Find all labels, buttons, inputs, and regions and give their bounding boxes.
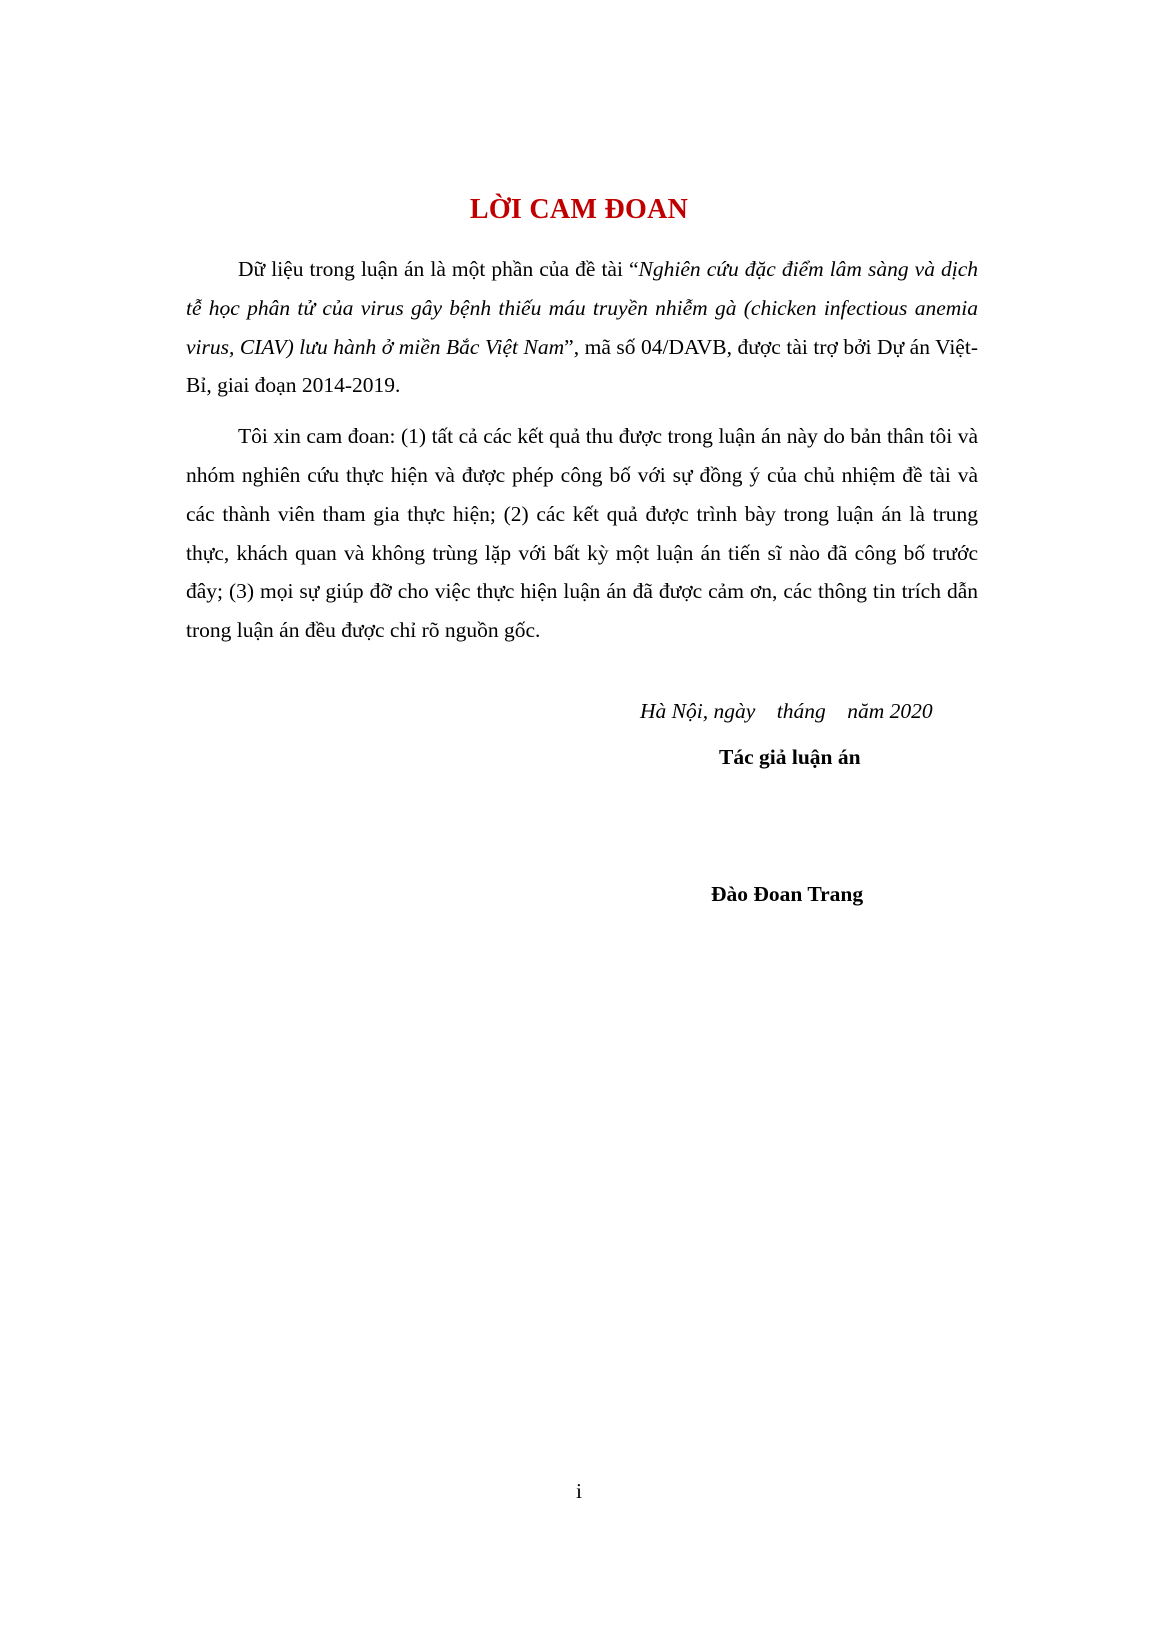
place-date: Hà Nội, ngày tháng năm 2020 (640, 699, 933, 723)
author-name: Đào Đoan Trang (711, 882, 864, 906)
project-title-italic: Nghiên cứu đặc điểm lâm sàng và dịch tễ học phân tử của virus gây bệnh thiếu máu truyền nhiễm gà (chicken infectious anemia virus, CIAV) lưu hành ở miền Bắc Việt Nam (186, 257, 979, 359)
page-number: i (576, 1479, 582, 1503)
paragraph-commitment: Tôi xin cam đoan: (1) tất cả các kết quả thu được trong luận án này do bản thân tôi và nhóm nghiên cứu thực hiện và được phép công bố với sự đồng ý của chủ nhiệm đề tài và các thành viên tham gia thực hiện; (2) các kết quả được trình bày trong luận án là trung thực, khách quan và không trùng lặp với bất kỳ một luận án tiến sĩ nào đã công bố trước đây; (3) mọi sự giúp đỡ cho việc thực hiện luận án đã được cảm ơn, các thông tin trích dẫn trong luận án đều được chỉ rõ nguồn gốc. (186, 424, 978, 643)
author-label: Tác giả luận án (719, 745, 861, 769)
paragraph-1-intro: Dữ liệu trong luận án là một phần của đề tài “ (238, 257, 639, 281)
paragraph-project-info (186, 250, 978, 405)
declaration-body (186, 250, 978, 650)
paragraph-1-funding: ”, mã số 04/DAVB, được tài trợ bởi Dự án Việt- Bỉ, giai đoạn 2014-2019. (186, 334, 978, 398)
page-title: LỜI CAM ĐOAN (469, 194, 689, 225)
